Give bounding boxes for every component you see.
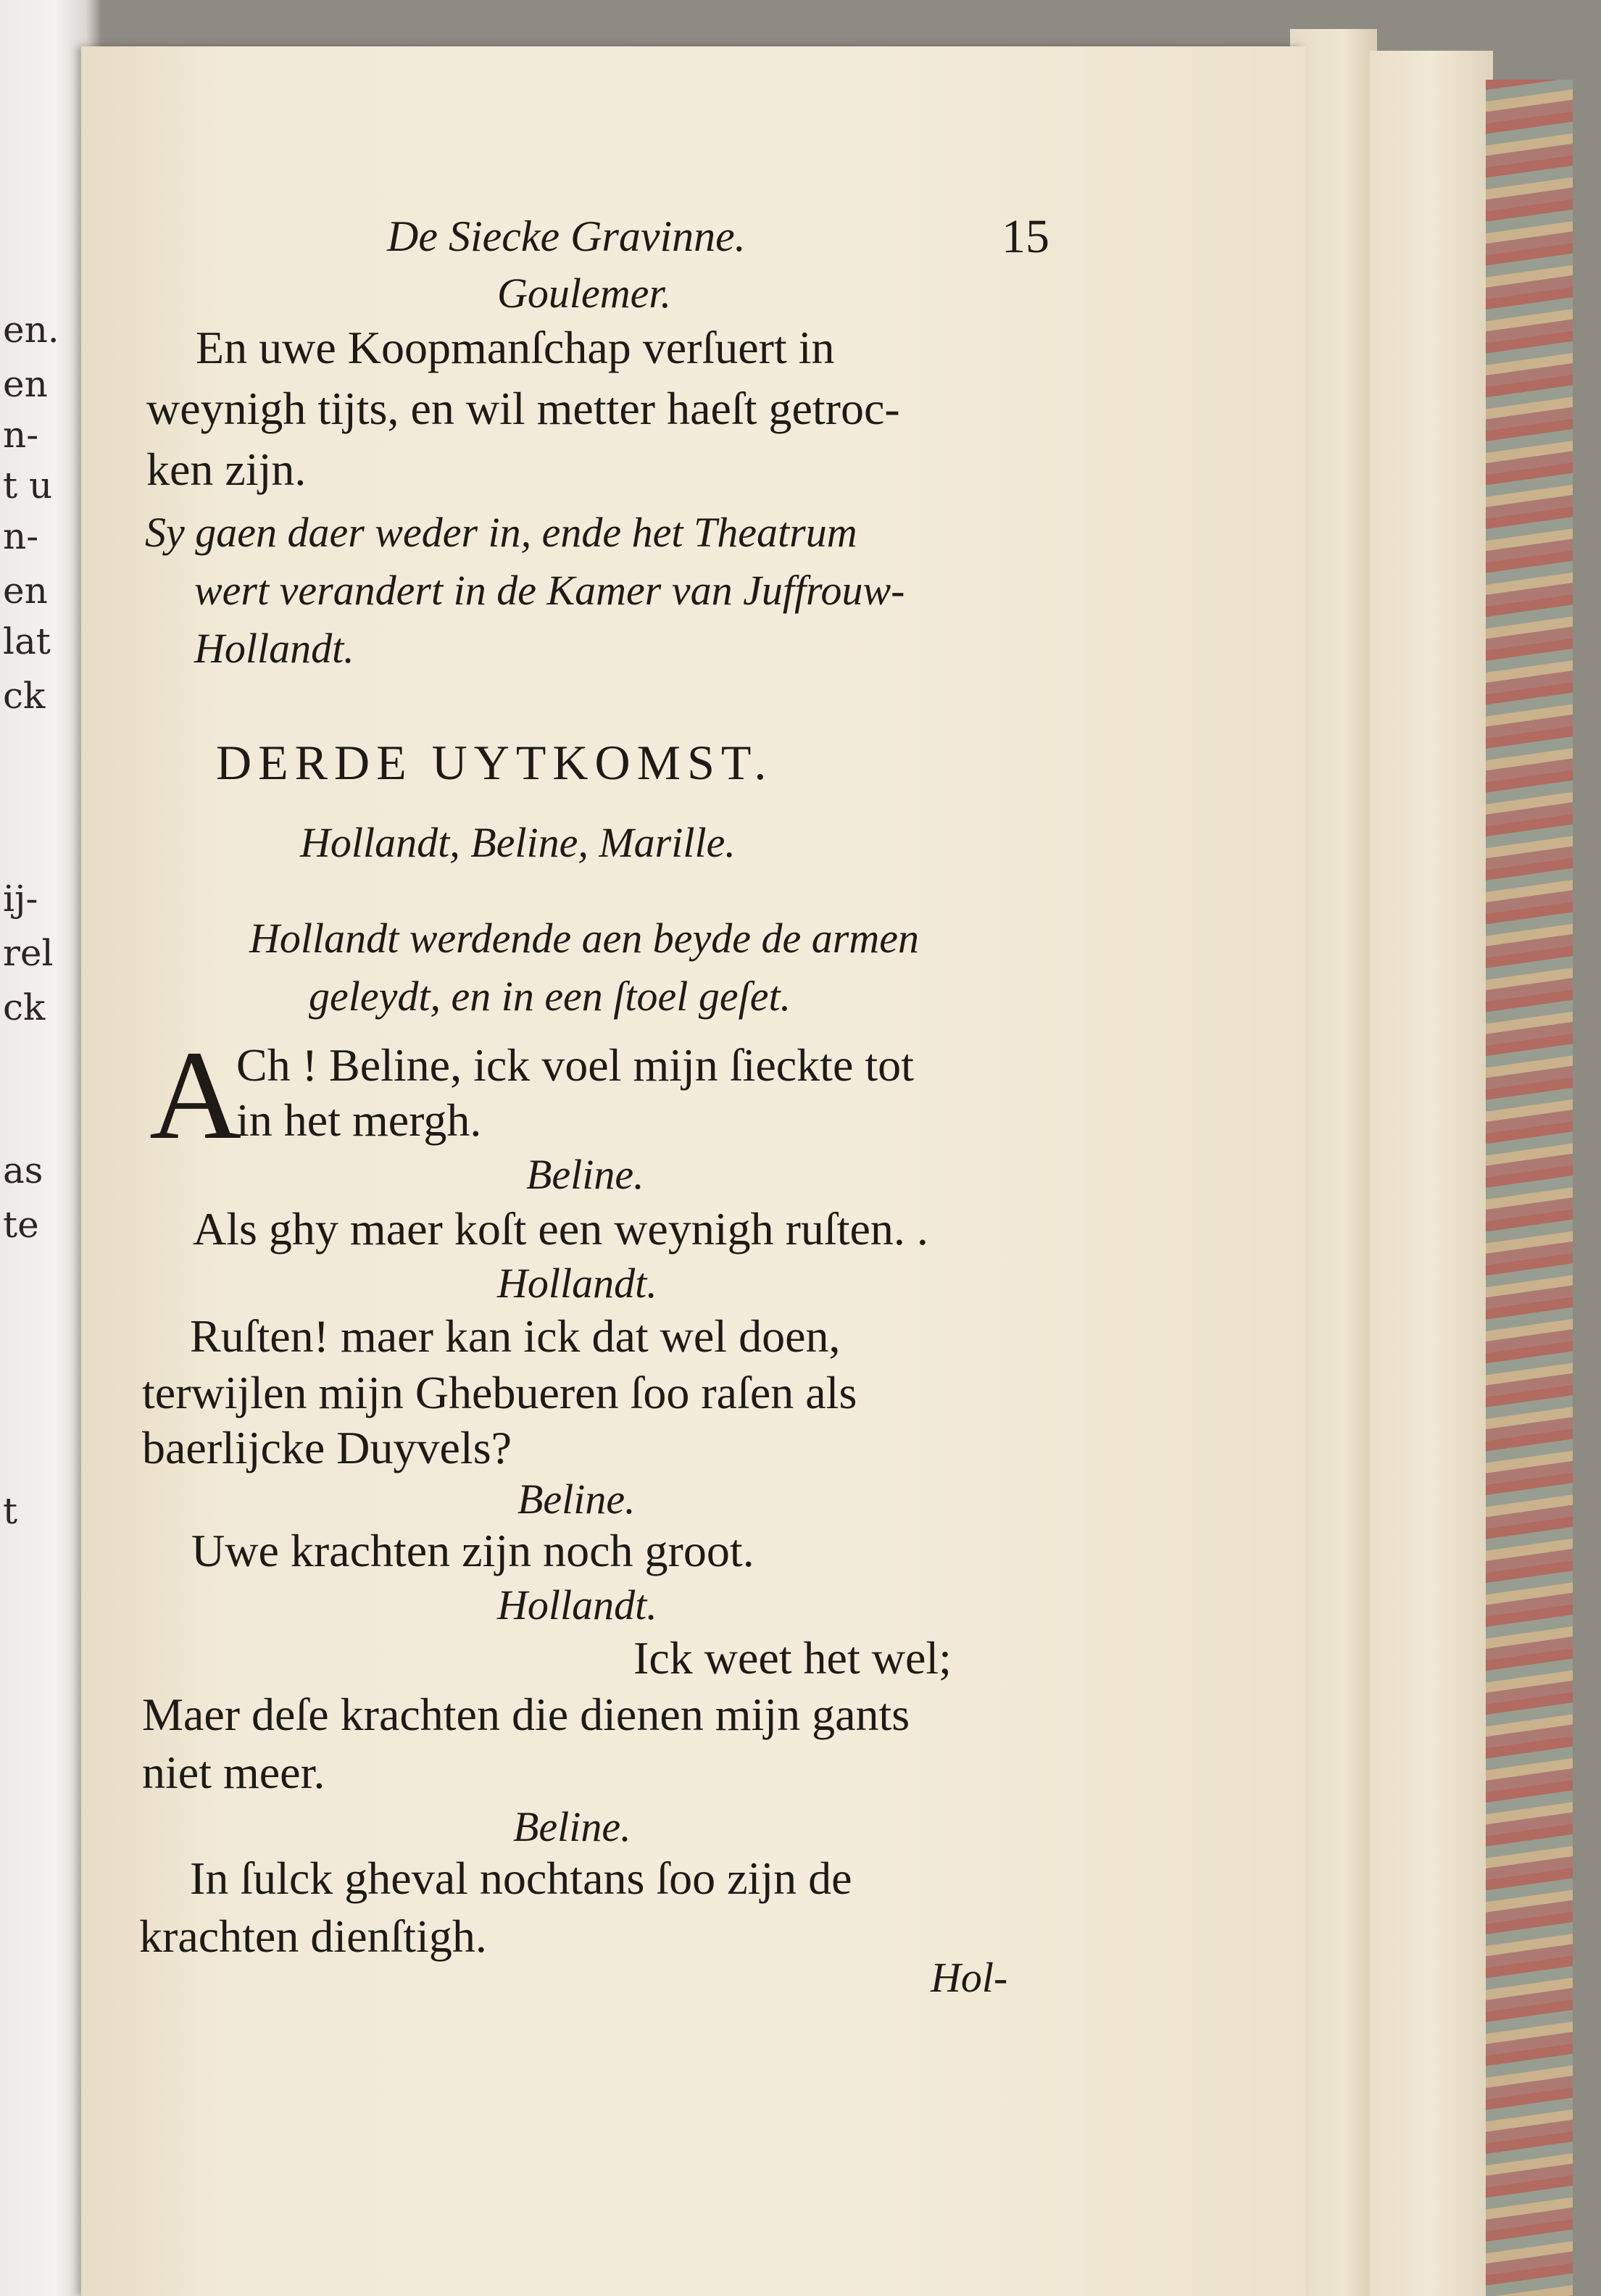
left-fragment: en bbox=[3, 570, 48, 612]
drop-cap: A bbox=[149, 1025, 242, 1166]
text-line: Ruſten! maer kan ick dat wel doen, bbox=[190, 1310, 841, 1362]
page-number: 15 bbox=[1002, 210, 1049, 263]
stage-direction: wert verandert in de Kamer van Juffrouw- bbox=[194, 567, 905, 614]
stage-direction: geleydt, en in een ſtoel geſet. bbox=[309, 973, 791, 1020]
speaker-name: Beline. bbox=[517, 1476, 636, 1523]
left-fragment: ck bbox=[3, 675, 46, 717]
left-fragment: as bbox=[3, 1149, 43, 1191]
page-stack-edge bbox=[1370, 51, 1493, 2296]
text-line: En uwe Koopmanſchap verſuert in bbox=[196, 322, 835, 373]
catchword: Hol- bbox=[931, 1954, 1008, 2001]
stage-direction: Sy gaen daer weder in, ende het Theatrum bbox=[145, 509, 857, 556]
left-fragment: n- bbox=[3, 515, 39, 557]
left-fragment: en bbox=[3, 363, 48, 405]
stage-direction: Hollandt werdende aen beyde de armen bbox=[249, 915, 919, 962]
speaker-name: Beline. bbox=[526, 1151, 644, 1198]
speaker-name: Hollandt. bbox=[497, 1581, 657, 1629]
text-line: Ch ! Beline, ick voel mijn ſieckte tot bbox=[236, 1039, 914, 1091]
left-fragment: ij- bbox=[3, 878, 38, 920]
cast-list: Hollandt, Beline, Marille. bbox=[300, 819, 736, 866]
text-line: Maer deſe krachten die dienen mijn gants bbox=[142, 1689, 910, 1740]
speaker-name: Hollandt. bbox=[497, 1260, 657, 1307]
text-line: baerlijcke Duyvels? bbox=[142, 1422, 512, 1473]
left-fragment: rel bbox=[3, 932, 54, 974]
speaker-name: Goulemer. bbox=[497, 270, 672, 317]
stage-direction: Hollandt. bbox=[194, 625, 354, 672]
left-fragment: te bbox=[3, 1204, 39, 1246]
text-line: Ick weet het wel; bbox=[633, 1632, 952, 1684]
text-line: In ſulck gheval nochtans ſoo zijn de bbox=[190, 1852, 852, 1904]
left-fragment: t bbox=[3, 1490, 18, 1532]
left-fragment: lat bbox=[3, 620, 51, 662]
running-head: De Siecke Gravinne. bbox=[387, 212, 746, 260]
text-line: niet meer. bbox=[142, 1747, 325, 1798]
section-heading: DERDE UYTKOMST. bbox=[216, 735, 773, 790]
text-line: weynigh tijts, en wil metter haeſt getroc- bbox=[146, 383, 900, 434]
text-line: in het mergh. bbox=[236, 1094, 482, 1146]
left-fragment: ck bbox=[3, 986, 46, 1028]
text-line: krachten dienſtigh. bbox=[139, 1910, 487, 1962]
left-fragment: n- bbox=[3, 414, 39, 456]
left-fragment: en. bbox=[3, 309, 59, 351]
marbled-cover-edge bbox=[1486, 80, 1573, 2296]
text-line: Als ghy maer koſt een weynigh ruſten. . bbox=[193, 1203, 928, 1255]
speaker-name: Beline. bbox=[513, 1803, 631, 1850]
left-fragment: t u bbox=[3, 465, 53, 507]
text-line: Uwe krachten zijn noch groot. bbox=[191, 1525, 754, 1576]
text-line: ken zijn. bbox=[146, 444, 307, 495]
text-line: terwijlen mijn Ghebueren ſoo raſen als bbox=[142, 1367, 857, 1418]
